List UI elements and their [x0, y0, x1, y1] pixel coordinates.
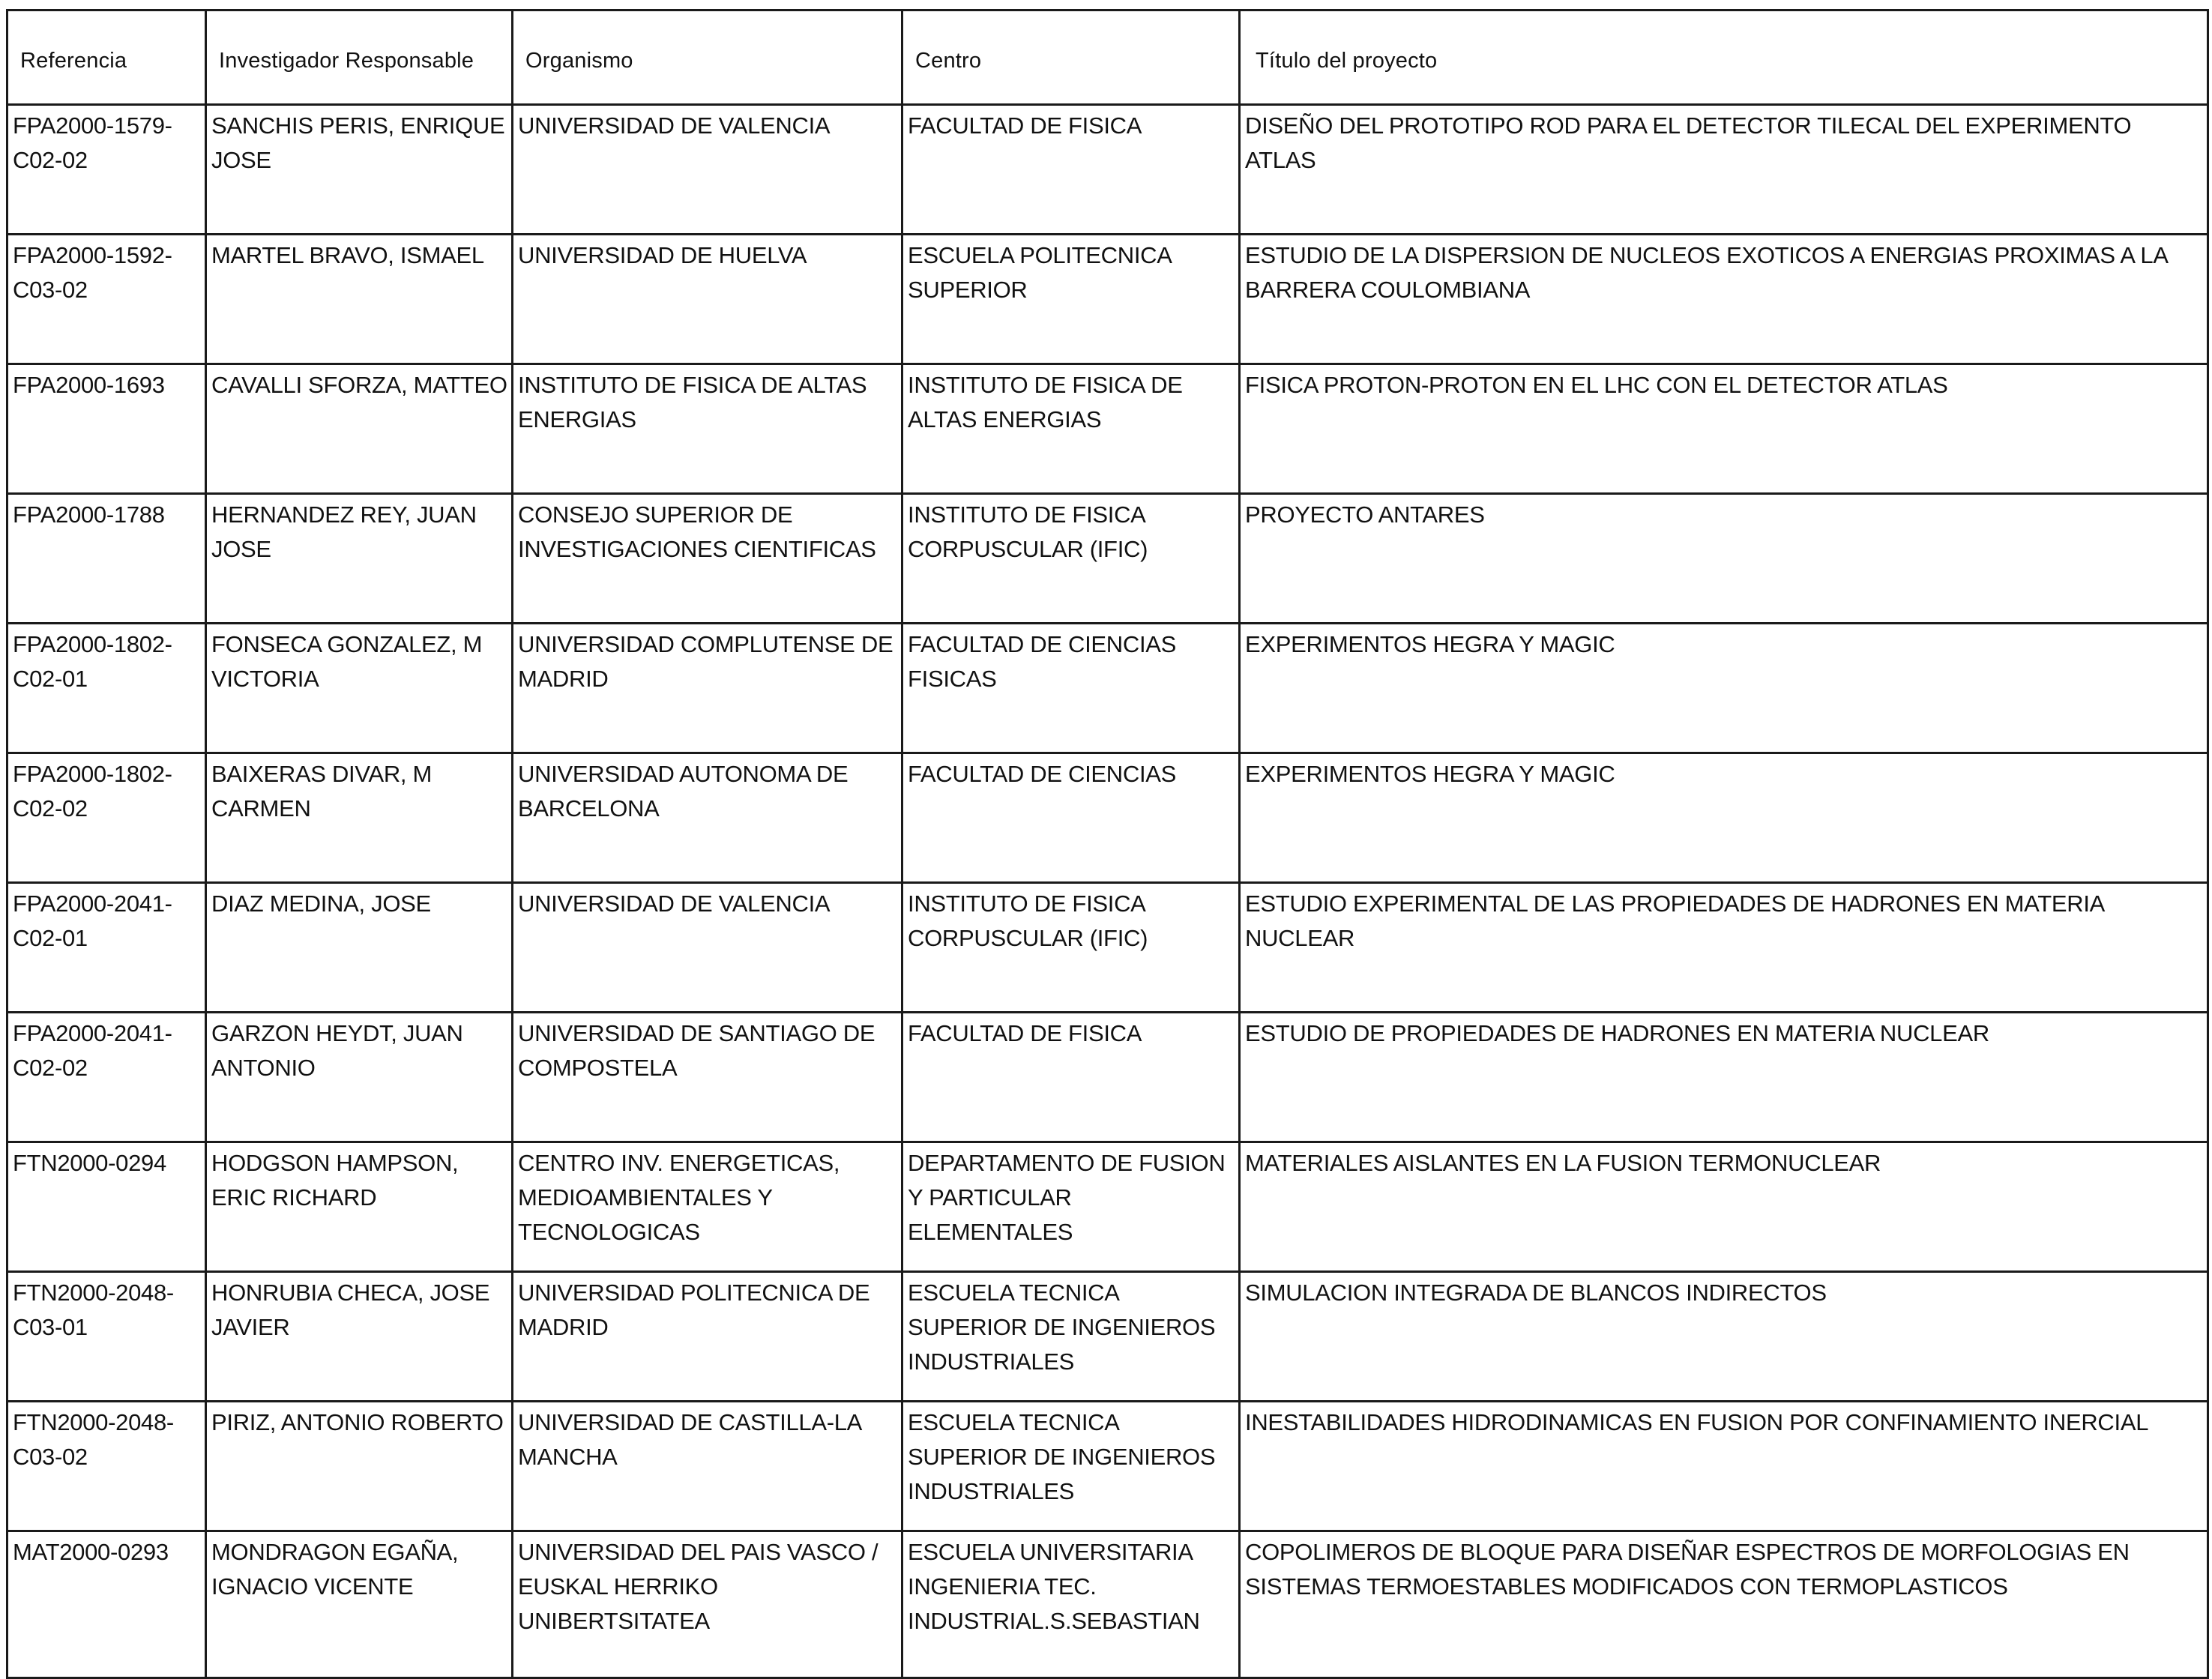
cell-centro: INSTITUTO DE FISICA CORPUSCULAR (IFIC) [902, 883, 1240, 1013]
cell-investigador: CAVALLI SFORZA, MATTEO [206, 364, 513, 494]
table-body [7, 105, 2208, 1678]
cell-organismo: UNIVERSIDAD POLITECNICA DE MADRID [513, 1272, 902, 1402]
header-titulo: Título del proyecto [1240, 10, 2208, 105]
cell-titulo: INESTABILIDADES HIDRODINAMICAS EN FUSION POR CONFINAMIENTO INERCIAL [1240, 1402, 2208, 1531]
cell-organismo: UNIVERSIDAD DE SANTIAGO DE COMPOSTELA [513, 1013, 902, 1142]
cell-centro: DEPARTAMENTO DE FUSION Y PARTICULAR ELEMENTALES [902, 1142, 1240, 1272]
cell-centro: INSTITUTO DE FISICA CORPUSCULAR (IFIC) [902, 494, 1240, 624]
table-row [7, 1142, 2208, 1272]
header-referencia: Referencia [7, 10, 206, 105]
cell-titulo: FISICA PROTON-PROTON EN EL LHC CON EL DETECTOR ATLAS [1240, 364, 2208, 494]
cell-titulo: COPOLIMEROS DE BLOQUE PARA DISEÑAR ESPECTROS DE MORFOLOGIAS EN SISTEMAS TERMOESTABLES MODIFICADOS CON TERMOPLASTICOS [1240, 1531, 2208, 1678]
cell-titulo: DISEÑO DEL PROTOTIPO ROD PARA EL DETECTOR TILECAL DEL EXPERIMENTO ATLAS [1240, 105, 2208, 235]
cell-organismo: UNIVERSIDAD DE VALENCIA [513, 883, 902, 1013]
cell-investigador: FONSECA GONZALEZ, M VICTORIA [206, 624, 513, 753]
projects-table [6, 9, 2209, 1679]
cell-organismo: INSTITUTO DE FISICA DE ALTAS ENERGIAS [513, 364, 902, 494]
cell-referencia: FPA2000-2041-C02-02 [7, 1013, 206, 1142]
cell-investigador: HODGSON HAMPSON, ERIC RICHARD [206, 1142, 513, 1272]
cell-centro: FACULTAD DE FISICA [902, 1013, 1240, 1142]
cell-titulo: MATERIALES AISLANTES EN LA FUSION TERMONUCLEAR [1240, 1142, 2208, 1272]
cell-investigador: SANCHIS PERIS, ENRIQUE JOSE [206, 105, 513, 235]
cell-referencia: FPA2000-1592-C03-02 [7, 235, 206, 364]
table-row [7, 364, 2208, 494]
cell-titulo: ESTUDIO DE LA DISPERSION DE NUCLEOS EXOTICOS A ENERGIAS PROXIMAS A LA BARRERA COULOMBIANA [1240, 235, 2208, 364]
cell-titulo: ESTUDIO EXPERIMENTAL DE LAS PROPIEDADES DE HADRONES EN MATERIA NUCLEAR [1240, 883, 2208, 1013]
cell-investigador: GARZON HEYDT, JUAN ANTONIO [206, 1013, 513, 1142]
cell-centro: FACULTAD DE CIENCIAS FISICAS [902, 624, 1240, 753]
cell-referencia: FTN2000-0294 [7, 1142, 206, 1272]
cell-referencia: FPA2000-1579-C02-02 [7, 105, 206, 235]
table-row [7, 1402, 2208, 1531]
cell-investigador: HONRUBIA CHECA, JOSE JAVIER [206, 1272, 513, 1402]
cell-organismo: UNIVERSIDAD COMPLUTENSE DE MADRID [513, 624, 902, 753]
cell-centro: ESCUELA TECNICA SUPERIOR DE INGENIEROS INDUSTRIALES [902, 1402, 1240, 1531]
cell-referencia: FPA2000-1802-C02-01 [7, 624, 206, 753]
cell-investigador: DIAZ MEDINA, JOSE [206, 883, 513, 1013]
cell-organismo: UNIVERSIDAD DE VALENCIA [513, 105, 902, 235]
cell-referencia: FTN2000-2048-C03-02 [7, 1402, 206, 1531]
table-row [7, 105, 2208, 235]
table-row [7, 883, 2208, 1013]
cell-investigador: MONDRAGON EGAÑA, IGNACIO VICENTE [206, 1531, 513, 1678]
cell-referencia: FPA2000-1693 [7, 364, 206, 494]
cell-referencia: FTN2000-2048-C03-01 [7, 1272, 206, 1402]
cell-investigador: BAIXERAS DIVAR, M CARMEN [206, 753, 513, 883]
cell-centro: INSTITUTO DE FISICA DE ALTAS ENERGIAS [902, 364, 1240, 494]
cell-centro: FACULTAD DE CIENCIAS [902, 753, 1240, 883]
table-row [7, 494, 2208, 624]
header-centro: Centro [902, 10, 1240, 105]
cell-investigador: PIRIZ, ANTONIO ROBERTO [206, 1402, 513, 1531]
cell-referencia: FPA2000-1788 [7, 494, 206, 624]
header-organismo: Organismo [513, 10, 902, 105]
cell-organismo: UNIVERSIDAD DE CASTILLA-LA MANCHA [513, 1402, 902, 1531]
cell-centro: ESCUELA POLITECNICA SUPERIOR [902, 235, 1240, 364]
cell-organismo: UNIVERSIDAD DEL PAIS VASCO / EUSKAL HERRIKO UNIBERTSITATEA [513, 1531, 902, 1678]
cell-investigador: HERNANDEZ REY, JUAN JOSE [206, 494, 513, 624]
cell-titulo: EXPERIMENTOS HEGRA Y MAGIC [1240, 624, 2208, 753]
cell-organismo: UNIVERSIDAD AUTONOMA DE BARCELONA [513, 753, 902, 883]
table-row [7, 1531, 2208, 1678]
cell-referencia: MAT2000-0293 [7, 1531, 206, 1678]
cell-investigador: MARTEL BRAVO, ISMAEL [206, 235, 513, 364]
header-row [7, 10, 2208, 105]
cell-centro: ESCUELA TECNICA SUPERIOR DE INGENIEROS INDUSTRIALES [902, 1272, 1240, 1402]
cell-referencia: FPA2000-2041-C02-01 [7, 883, 206, 1013]
table-row [7, 624, 2208, 753]
cell-centro: ESCUELA UNIVERSITARIA INGENIERIA TEC. INDUSTRIAL.S.SEBASTIAN [902, 1531, 1240, 1678]
table-row [7, 753, 2208, 883]
cell-organismo: UNIVERSIDAD DE HUELVA [513, 235, 902, 364]
cell-titulo: PROYECTO ANTARES [1240, 494, 2208, 624]
cell-referencia: FPA2000-1802-C02-02 [7, 753, 206, 883]
table-row [7, 1272, 2208, 1402]
cell-titulo: SIMULACION INTEGRADA DE BLANCOS INDIRECTOS [1240, 1272, 2208, 1402]
cell-centro: FACULTAD DE FISICA [902, 105, 1240, 235]
header-investigador: Investigador Responsable [206, 10, 513, 105]
cell-organismo: CENTRO INV. ENERGETICAS, MEDIOAMBIENTALES Y TECNOLOGICAS [513, 1142, 902, 1272]
cell-titulo: ESTUDIO DE PROPIEDADES DE HADRONES EN MATERIA NUCLEAR [1240, 1013, 2208, 1142]
cell-titulo: EXPERIMENTOS HEGRA Y MAGIC [1240, 753, 2208, 883]
table-row [7, 235, 2208, 364]
cell-organismo: CONSEJO SUPERIOR DE INVESTIGACIONES CIENTIFICAS [513, 494, 902, 624]
table-row [7, 1013, 2208, 1142]
